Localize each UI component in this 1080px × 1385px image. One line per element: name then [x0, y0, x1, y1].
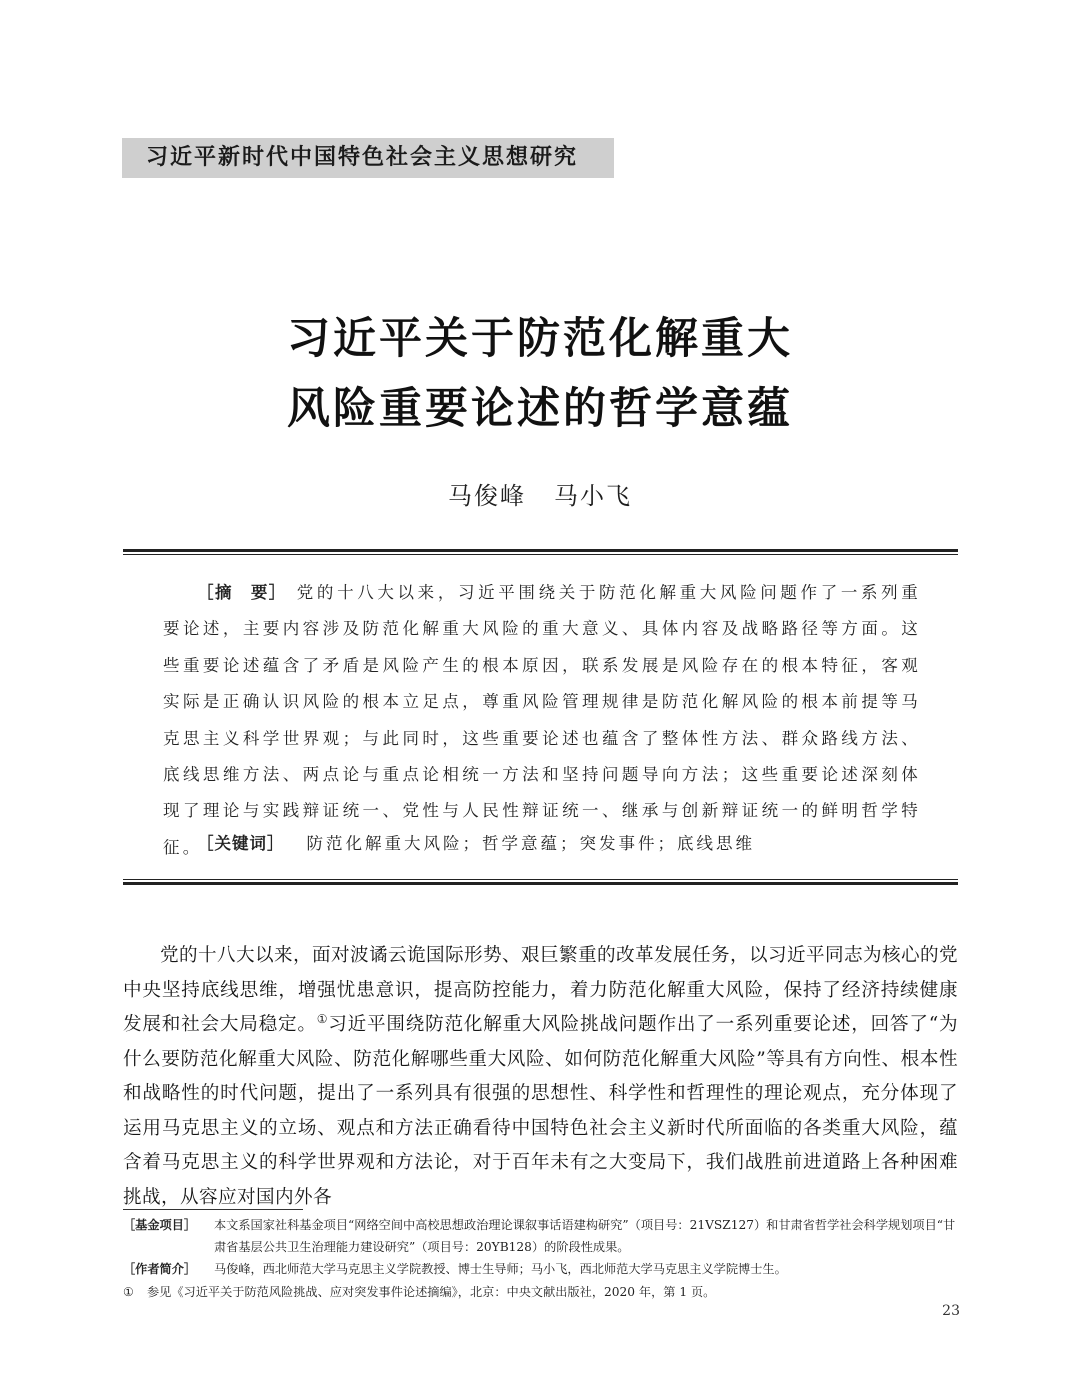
body-paragraph: [123, 939, 958, 1215]
author-bio-text: 马俊峰，西北师范大学马克思主义学院教授、博士生导师；马小飞，西北师范大学马克思主义学院博士生。: [214, 1262, 787, 1276]
author-bio-label: ［作者简介］: [123, 1262, 197, 1276]
authors: [0, 476, 1080, 511]
divider-rule: [123, 549, 958, 552]
abstract-label: ［摘 要］: [197, 583, 287, 602]
article-title-line-2: 风险重要论述的哲学意蕴: [287, 384, 793, 434]
article-title-line-1: 习近平关于防范化解重大: [287, 314, 793, 364]
footnote-reference[interactable]: ①: [316, 1011, 329, 1026]
author-name: 马俊峰: [448, 482, 526, 510]
page-number: 23: [942, 1303, 960, 1319]
body-text-part: 习近平围绕防范化解重大风险挑战问题作出了一系列重要论述，回答了“为什么要防范化解重大风险、防范化解哪些重大风险、如何防范化解重大风险”等具有方向性、根本性和战略性的时代问题，提出了一系列具有很强的思想性、科学性和哲理性的理论观点，充分体现了运用马克思主义的立场、观点和方法正确看待中国特色社会主义新时代所面临的各类重大风险，蕴含着马克思主义的科学世界观和方法论，对于百年未有之大变局下，我们战胜前进道路上各种困难挑战，从容应对国内外各: [123, 1014, 958, 1208]
column-banner: 习近平新时代中国特色社会主义思想研究: [122, 138, 614, 178]
divider-rule: [123, 879, 958, 880]
footnote-marker: ①: [123, 1285, 134, 1299]
keywords: [197, 829, 917, 859]
fund-text: 本文系国家社科基金项目“网络空间中高校思想政治理论课叙事话语建构研究”（项目号：21VSZ127）和甘肃省哲学社会科学规划项目“甘肃省基层公共卫生治理能力建设研究”（项目号：20YB128）的阶段性成果。: [214, 1218, 956, 1254]
keywords-label: ［关键词］: [197, 834, 285, 853]
footnote-separator: [123, 1209, 303, 1210]
keywords-text: 防范化解重大风险；哲学意蕴；突发事件；底线思维: [306, 834, 755, 853]
body-text-part: 党的十八大以来，面对波谲云诡国际形势、艰巨繁重的改革发展任务，以习近平同志为核心的党中央坚持底线思维，增强忧患意识，提高防控能力，着力防范化解重大风险，保持了经济持续健康发展和社会大局稳定。: [123, 945, 958, 1035]
abstract: [163, 575, 921, 866]
author-name: 马小飞: [554, 482, 632, 510]
divider-rule: [123, 554, 958, 555]
footnote-text: 参见《习近平关于防范风险挑战、应对突发事件论述摘编》，北京：中央文献出版社，2020 年，第 1 页。: [147, 1285, 716, 1299]
abstract-text: 党的十八大以来，习近平围绕关于防范化解重大风险问题作了一系列重要论述，主要内容涉及防范化解重大风险的重大意义、具体内容及战略路径等方面。这些重要论述蕴含了矛盾是风险产生的根本原因，联系发展是风险存在的根本特征，客观实际是正确认识风险的根本立足点，尊重风险管理规律是防范化解风险的根本前提等马克思主义科学世界观；与此同时，这些重要论述也蕴含了整体性方法、群众路线方法、底线思维方法、两点论与重点论相统一方法和坚持问题导向方法；这些重要论述深刻体现了理论与实践辩证统一、党性与人民性辩证统一、继承与创新辩证统一的鲜明哲学特征。: [163, 583, 922, 857]
divider-rule: [123, 882, 958, 885]
fund-label: ［基金项目］: [123, 1218, 197, 1232]
